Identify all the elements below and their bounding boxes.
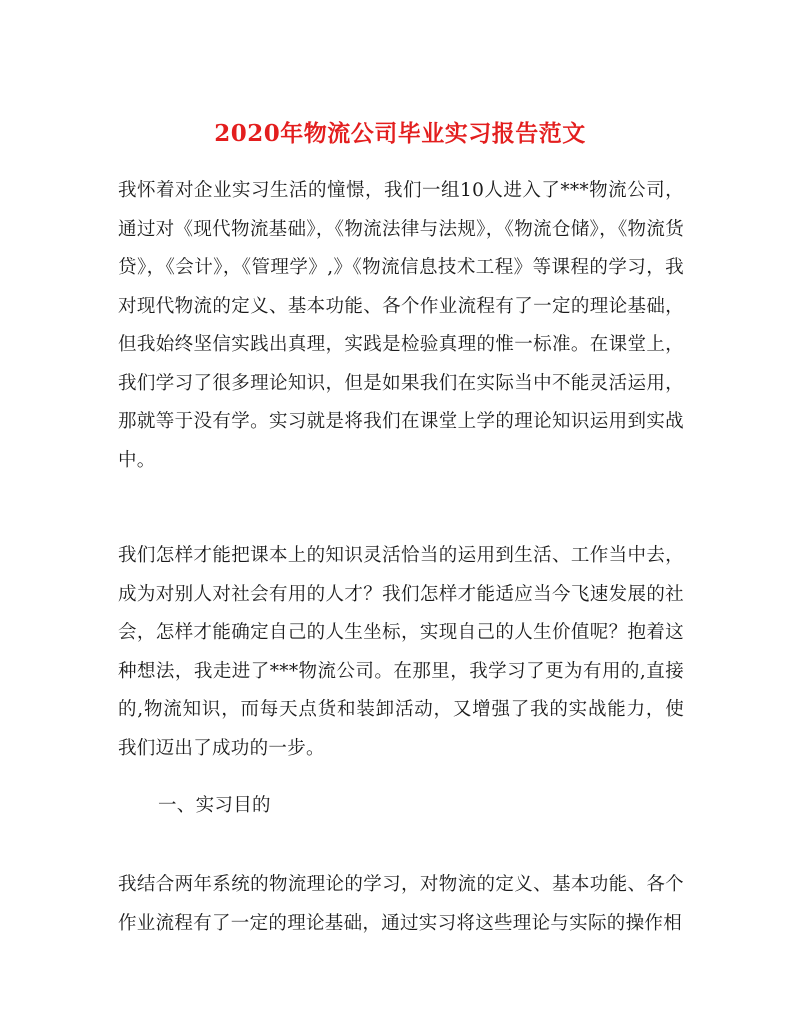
body-paragraph: 我结合两年系统的物流理论的学习，对物流的定义、基本功能、各个作业流程有了一定的理论基础，通过实习将这些理论与实际的操作相 [118,874,684,934]
section-heading: 一、实习目的 [158,795,271,816]
body-paragraph: 我们怎样才能把课本上的知识灵活恰当的运用到生活、工作当中去，成为对别人对社会有用的人才？我们怎样才能适应当今飞速发展的社会，怎样才能确定自己的人生坐标，实现自己的人生价值呢？抱着这种想法，我走进了***物流公司。在那里，我学习了更为有用的,直接的,物流知识，而每天点货和装卸活动，又增强了我的实战能力，使我们迈出了成功的一步。 [118,545,684,759]
document-title: 2020年物流公司毕业实习报告范文 [214,120,586,148]
body-paragraph: 我怀着对企业实习生活的憧憬，我们一组10人进入了***物流公司，通过对《现代物流基础》，《物流法律与法规》，《物流仓储》，《物流货贷》，《会计》，《管理学》,》《物流信息技术工程》等课程的学习，我对现代物流的定义、基本功能、各个作业流程有了一定的理论基础，但我始终坚信实践出真理，实践是检验真理的惟一标准。在课堂上，我们学习了很多理论知识，但是如果我们在实际当中不能灵活运用，那就等于没有学。实习就是将我们在课堂上学的理论知识运用到实战中。 [118,180,684,471]
